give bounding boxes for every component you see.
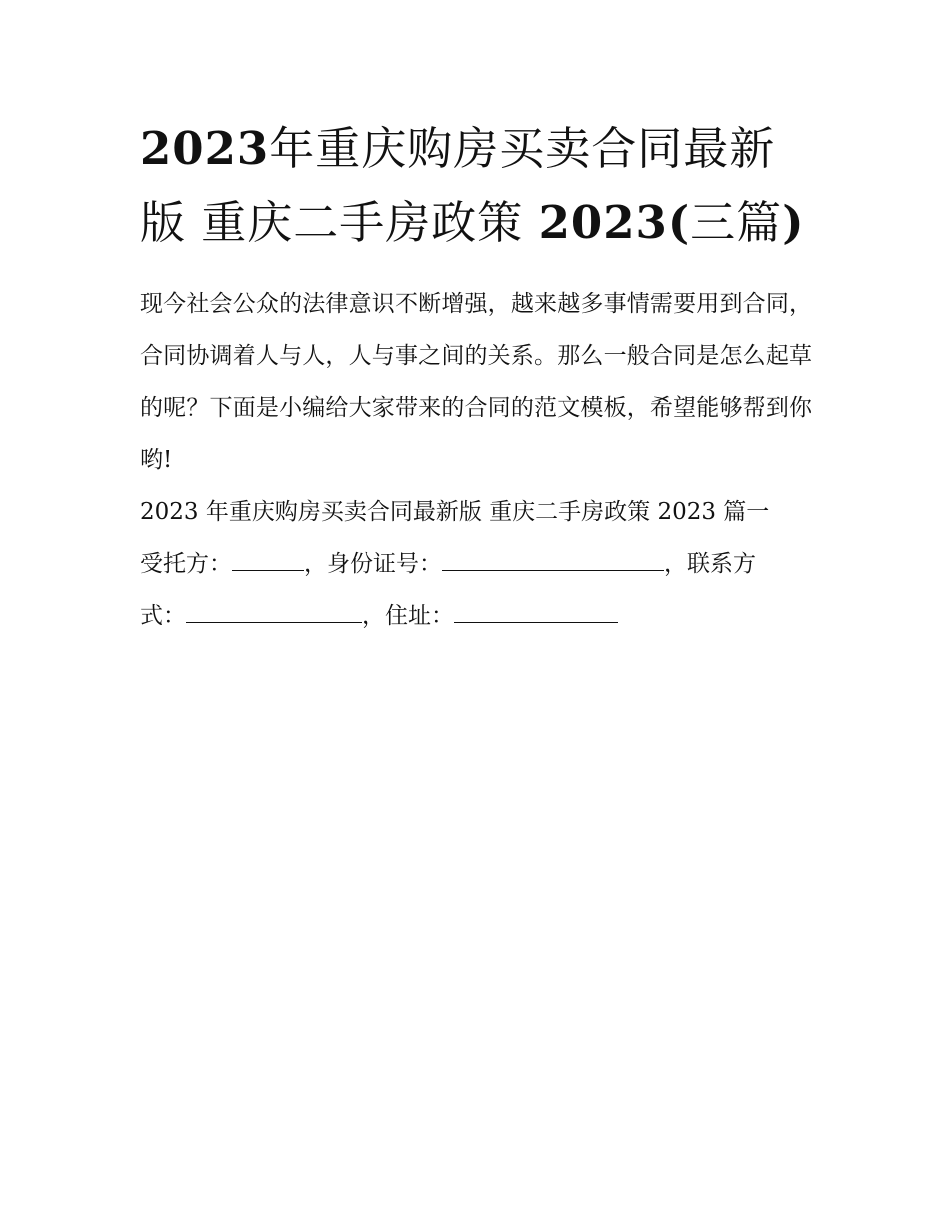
contact-label-start: ，联系方 <box>664 551 756 577</box>
intro-paragraph: 现今社会公众的法律意识不断增强，越来越多事情需要用到合同，合同协调着人与人，人与事之间的关系。那么一般合同是怎么起草的呢？下面是小编给大家带来的合同的范文模板，希望能够帮到你哟! <box>140 291 812 473</box>
principal-label: 受托方： <box>140 551 232 577</box>
title-year-2: 2023( <box>538 196 691 249</box>
id-number-label: ，身份证号： <box>304 551 442 577</box>
title-count: 三篇 <box>690 196 783 249</box>
title-year: 2023 <box>140 122 270 175</box>
section-heading: 2023 年重庆购房买卖合同最新版 重庆二手房政策 2023 篇一 <box>140 499 770 525</box>
title-close-paren: ) <box>782 196 805 249</box>
document-page <box>140 112 812 642</box>
contact-blank <box>186 598 362 623</box>
party-info-line-2 <box>140 590 812 642</box>
party-info-line-1 <box>140 538 812 590</box>
address-blank <box>454 598 618 623</box>
document-title <box>140 112 812 260</box>
contact-label-end: 式： <box>140 603 186 629</box>
id-number-blank <box>442 546 664 571</box>
principal-name-blank <box>232 546 304 571</box>
address-label: ，住址： <box>362 603 454 629</box>
title-main: 年重庆购房买卖合同最新版 重庆二手房政策 <box>140 122 776 249</box>
